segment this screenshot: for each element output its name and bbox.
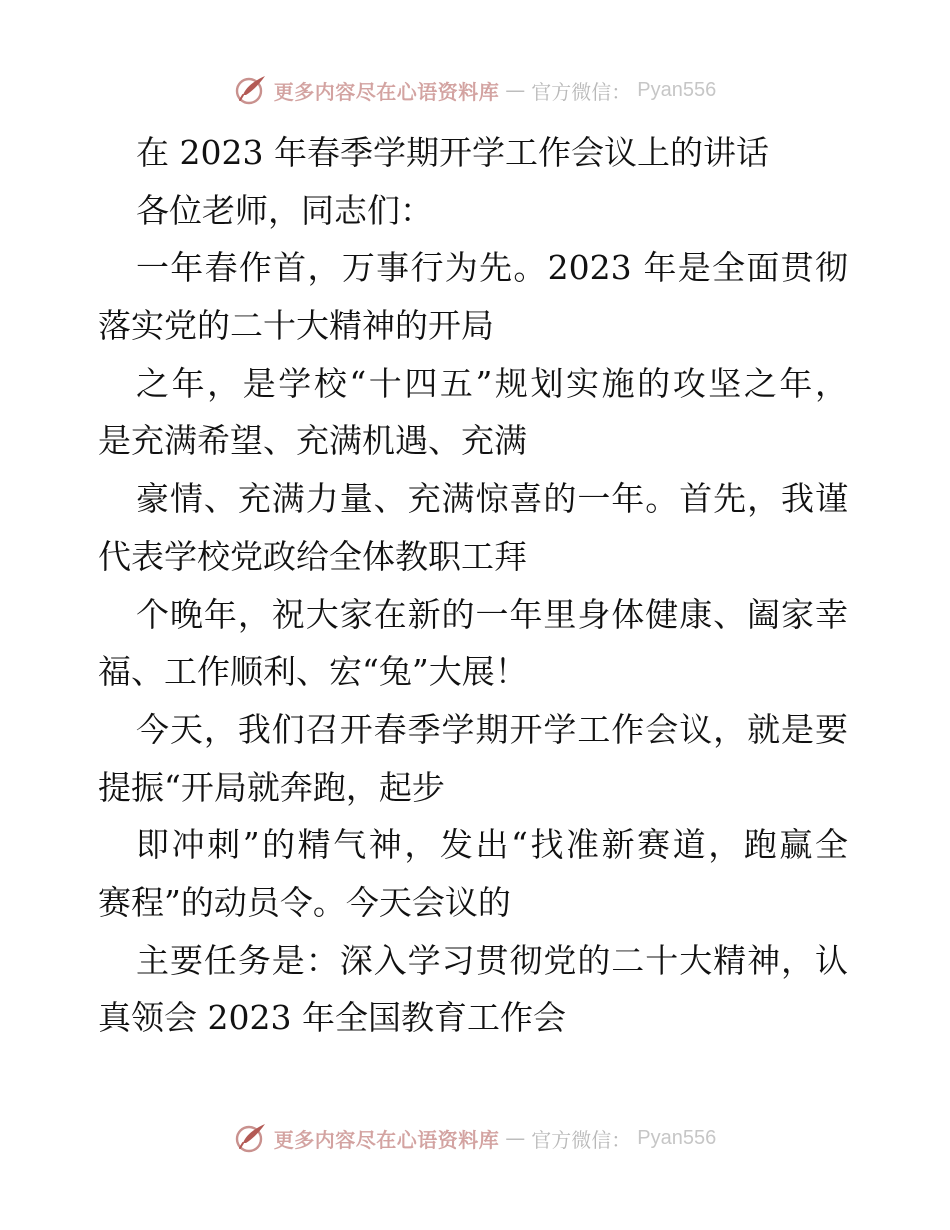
text-line: 福、工作顺利、宏“兔”大展！ bbox=[98, 652, 528, 692]
watermark-text: 更多内容尽在心语资料库 bbox=[273, 1127, 500, 1152]
watermark-wechat-id: Pyan556 bbox=[637, 78, 717, 101]
watermark-dash: — bbox=[505, 1126, 526, 1150]
watermark-text: 更多内容尽在心语资料库 bbox=[273, 79, 500, 104]
text-line: 真领会 2023 年全国教育工作会 bbox=[98, 998, 566, 1038]
text-line: 一年春作首，万事行为先。2023 年是全面贯彻 bbox=[136, 248, 848, 288]
quill-circle-logo-icon bbox=[234, 73, 268, 107]
watermark-dash: — bbox=[505, 78, 526, 102]
text-line: 豪情、充满力量、充满惊喜的一年。首先，我谨 bbox=[136, 479, 848, 519]
watermark-wechat-label: 官方微信： bbox=[531, 79, 632, 104]
text-line: 是充满希望、充满机遇、充满 bbox=[98, 421, 527, 461]
text-line: 落实党的二十大精神的开局 bbox=[98, 306, 494, 346]
watermark-wechat-id: Pyan556 bbox=[637, 1126, 717, 1149]
salutation: 各位老师，同志们： bbox=[136, 190, 433, 230]
header-watermark bbox=[0, 70, 950, 110]
text-line: 之年，是学校“十四五”规划实施的攻坚之年， bbox=[136, 363, 848, 403]
text-line: 赛程”的动员令。今天会议的 bbox=[98, 882, 511, 922]
text-line: 即冲刺”的精气神，发出“找准新赛道，跑赢全 bbox=[136, 825, 848, 865]
document-body bbox=[98, 124, 858, 1047]
text-line: 今天，我们召开春季学期开学工作会议，就是要 bbox=[136, 709, 848, 749]
footer-watermark bbox=[0, 1118, 950, 1158]
text-line: 个晚年，祝大家在新的一年里身体健康、阖家幸 bbox=[136, 594, 848, 634]
document-title: 在 2023 年春季学期开学工作会议上的讲话 bbox=[136, 133, 769, 172]
text-line: 提振“开局就奔跑，起步 bbox=[98, 767, 445, 807]
quill-circle-logo-icon bbox=[234, 1121, 268, 1155]
text-line: 代表学校党政给全体教职工拜 bbox=[98, 536, 527, 576]
watermark-wechat-label: 官方微信： bbox=[531, 1127, 632, 1152]
text-line: 主要任务是：深入学习贯彻党的二十大精神，认 bbox=[136, 940, 848, 980]
